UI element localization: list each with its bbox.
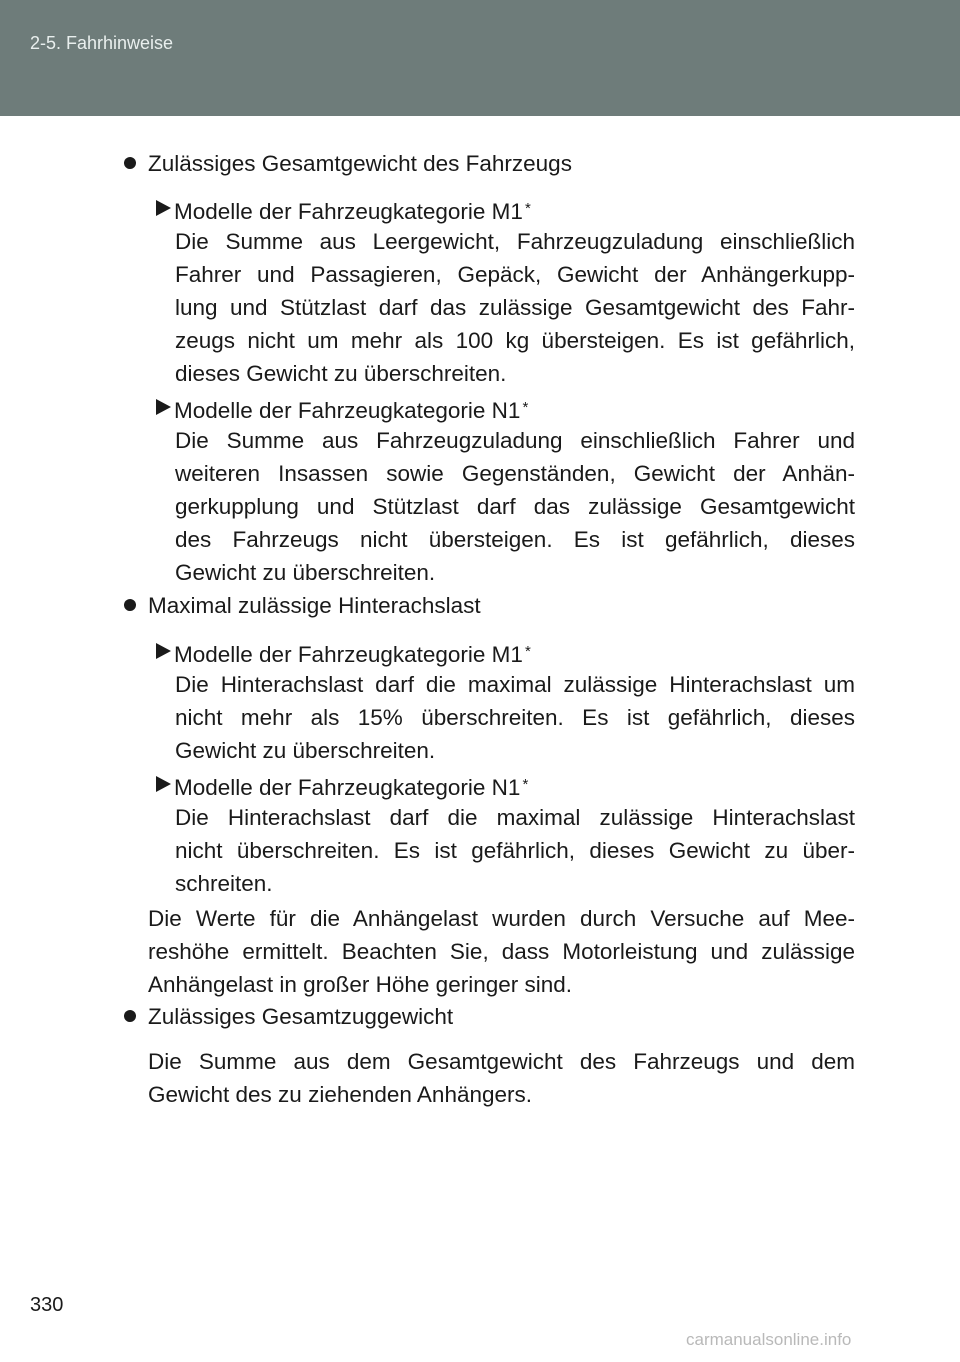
paragraph-line: schreiten. (175, 871, 273, 896)
subsection-label: Modelle der Fahrzeugkategorie M1 * (174, 199, 531, 224)
subsection-label: Modelle der Fahrzeugkategorie N1 * (174, 398, 529, 423)
subsection-label: Modelle der Fahrzeugkategorie M1 * (174, 642, 531, 667)
triangle-right-icon (156, 200, 171, 216)
paragraph-line: dieses Gewicht zu überschreiten. (175, 361, 507, 386)
paragraph-line: Die Summe aus dem Gesamtgewicht des Fahrzeugs und dem (148, 1049, 855, 1074)
paragraph-line: Die Hinterachslast darf die maximal zulässige Hinterachslast um (175, 672, 855, 697)
paragraph-line: weiteren Insassen sowie Gegenständen, Gewicht der Anhän- (175, 461, 855, 486)
paragraph-line: Gewicht des zu ziehenden Anhängers. (148, 1082, 533, 1107)
page-number: 330 (30, 1294, 64, 1316)
paragraph-line: lung und Stützlast darf das zulässige Gesamtgewicht des Fahr- (175, 295, 855, 320)
paragraph-line: nicht überschreiten. Es ist gefährlich, dieses Gewicht zu über- (175, 838, 855, 863)
bullet-icon (124, 1010, 136, 1022)
paragraph-line: nicht mehr als 15% überschreiten. Es ist gefährlich, dieses (175, 705, 855, 730)
triangle-right-icon (156, 399, 171, 415)
triangle-right-icon (156, 643, 171, 659)
paragraph-line: gerkupplung und Stützlast darf das zulässige Gesamtgewicht (175, 494, 855, 519)
section-heading: Maximal zulässige Hinterachslast (148, 593, 481, 618)
section-heading: Zulässiges Gesamtzuggewicht (148, 1004, 454, 1029)
paragraph-line: Gewicht zu überschreiten. (175, 560, 436, 585)
paragraph-line: Die Summe aus Fahrzeugzuladung einschließlich Fahrer und (175, 428, 855, 453)
note-line: reshöhe ermittelt. Beachten Sie, dass Motorleistung und zulässige (148, 939, 855, 964)
page-header (0, 0, 960, 116)
bullet-icon (124, 599, 136, 611)
note-line: Anhängelast in großer Höhe geringer sind. (148, 972, 573, 997)
subsection-label: Modelle der Fahrzeugkategorie N1 * (174, 775, 529, 800)
paragraph-line: Fahrer und Passagieren, Gepäck, Gewicht der Anhängerkupp- (175, 262, 855, 287)
note-line: Die Werte für die Anhängelast wurden durch Versuche auf Mee- (148, 906, 855, 931)
triangle-right-icon (156, 776, 171, 792)
paragraph-line: Gewicht zu überschreiten. (175, 738, 436, 763)
paragraph-line: des Fahrzeugs nicht übersteigen. Es ist gefährlich, dieses (175, 527, 855, 552)
section-heading: Zulässiges Gesamtgewicht des Fahrzeugs (148, 151, 572, 176)
paragraph-line: zeugs nicht um mehr als 100 kg übersteigen. Es ist gefährlich, (175, 328, 855, 353)
paragraph-line: Die Summe aus Leergewicht, Fahrzeugzuladung einschließlich (175, 229, 855, 254)
section-title: 2-5. Fahrhinweise (30, 33, 174, 53)
bullet-icon (124, 157, 136, 169)
paragraph-line: Die Hinterachslast darf die maximal zulässige Hinterachslast (175, 805, 855, 830)
watermark[interactable]: carmanualsonline.info (686, 1330, 852, 1349)
